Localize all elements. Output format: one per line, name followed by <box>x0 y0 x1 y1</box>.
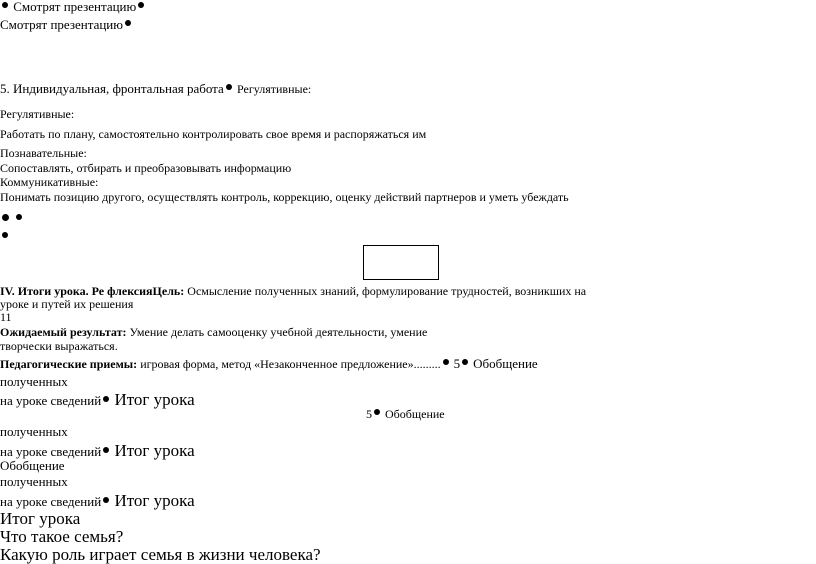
line-text: 5 <box>453 356 461 371</box>
bullet-row-1 <box>0 212 24 225</box>
text-line-9: Понимать позицию другого, осуществлять контроль, коррекцию, оценку действий партнеров и уметь убеждать <box>0 190 569 204</box>
line-text: Смотрят презентацию <box>13 0 137 14</box>
text-line-27: Что такое семья? <box>0 527 124 546</box>
line-text: Итог урока <box>114 491 195 510</box>
text-line-13: уроке и путей их решения <box>0 297 134 311</box>
bullet-icon <box>226 84 232 90</box>
text-line-14: 11 <box>0 310 12 324</box>
text-line-7: Сопоставлять, отбирать и преобразовывать информацию <box>0 161 292 175</box>
bullet-icon <box>374 409 380 415</box>
line-text: Обобщение <box>473 356 538 371</box>
bullet-icon <box>2 232 8 238</box>
text-line-1 <box>0 0 146 13</box>
bullet-icon <box>2 2 8 8</box>
text-line-17 <box>0 357 538 370</box>
line-text: на уроке сведений <box>0 444 102 459</box>
text-line-28: Какую роль играет семья в жизни человека? <box>0 545 321 564</box>
bullet-icon <box>462 359 468 365</box>
line-text: на уроке сведений <box>0 393 102 408</box>
line-text: Осмысление полученных знаний, формулирование трудностей, возникших на <box>187 284 587 298</box>
text-line-5: Работать по плану, самостоятельно контролировать свое время и распоряжаться им <box>0 127 427 141</box>
text-line-19 <box>0 391 195 408</box>
bullet-icon <box>103 447 109 453</box>
line-text: 5 <box>366 407 372 421</box>
line-text: Регулятивные: <box>237 82 312 96</box>
bullet-row-2 <box>0 230 10 243</box>
label-bold: Ожидаемый результат: <box>0 325 127 339</box>
empty-frame <box>363 245 439 280</box>
text-line-23: Обобщение <box>0 458 65 473</box>
text-line-22 <box>0 442 195 459</box>
line-text: игровая форма, метод «Незаконченное предложение»......... <box>140 357 441 371</box>
text-line-2 <box>0 18 133 31</box>
text-line-4: Регулятивные: <box>0 107 75 121</box>
line-text: 5. Индивидуальная, фронтальная работа <box>0 81 224 96</box>
text-line-24: полученных <box>0 474 68 489</box>
bullet-icon <box>2 214 9 221</box>
bullet-icon <box>103 396 109 402</box>
line-text: Итог урока <box>114 390 195 409</box>
bullet-icon <box>443 359 449 365</box>
bullet-icon <box>16 214 22 220</box>
text-line-3 <box>0 82 311 95</box>
label-bold: Педагогические приемы: <box>0 357 138 371</box>
text-line-15 <box>0 326 427 338</box>
bullet-icon <box>138 2 144 8</box>
bullet-icon <box>125 20 131 26</box>
line-text: Смотрят презентацию <box>0 17 123 32</box>
line-text: на уроке сведений <box>0 494 102 509</box>
text-line-26: Итог урока <box>0 509 81 528</box>
text-line-20 <box>366 408 445 420</box>
text-line-16: творчески выражаться. <box>0 339 118 353</box>
section-heading: IV. Итоги урока. Ре флексияЦель: <box>0 284 185 298</box>
text-line-6: Познавательные: <box>0 146 87 160</box>
text-line-21: полученных <box>0 424 68 439</box>
line-text: Итог урока <box>114 441 195 460</box>
text-line-8: Коммуникативные: <box>0 175 99 189</box>
line-text: Обобщение <box>385 407 445 421</box>
text-line-18: полученных <box>0 374 68 389</box>
text-line-12 <box>0 285 586 297</box>
line-text: Умение делать самооценку учебной деятельности, умение <box>129 325 428 339</box>
text-line-25 <box>0 492 195 509</box>
bullet-icon <box>103 497 109 503</box>
